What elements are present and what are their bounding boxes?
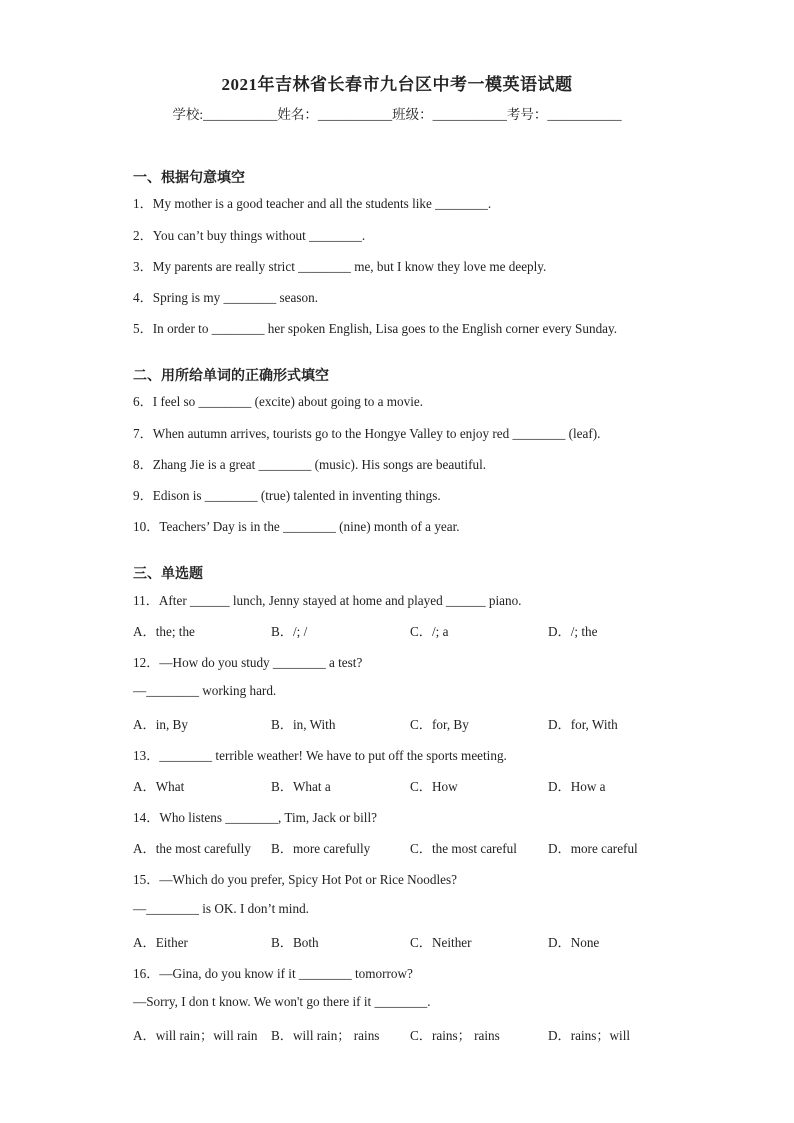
q16-option-d: D．rains；will bbox=[548, 1028, 631, 1043]
question-6: 6．I feel so ________ (excite) about going to a movie. bbox=[133, 394, 424, 409]
question-9: 9．Edison is ________ (true) talented in inventing things. bbox=[133, 488, 441, 503]
question-10: 10．Teachers’ Day is in the ________ (nine) month of a year. bbox=[133, 519, 460, 534]
q13-option-d: D．How a bbox=[548, 779, 606, 794]
q14-option-c: C．the most careful bbox=[410, 841, 517, 856]
q11-option-d: D．/; the bbox=[548, 624, 598, 639]
question-16: 16．—Gina, do you know if it ________ tomorrow? bbox=[133, 966, 413, 981]
q14-option-b: B．more carefully bbox=[271, 841, 371, 856]
section-2-heading: 二、用所给单词的正确形式填空 bbox=[133, 368, 329, 384]
q15-option-c: C．Neither bbox=[410, 935, 472, 950]
student-info-line: 学校:___________姓名：___________班级：___________考号：___________ bbox=[172, 107, 622, 122]
q12-option-a: A．in, By bbox=[133, 717, 188, 732]
question-7: 7．When autumn arrives, tourists go to the Hongye Valley to enjoy red ________ (leaf). bbox=[133, 426, 601, 441]
question-15-reply: —________ is OK. I don’t mind. bbox=[133, 901, 309, 916]
question-15: 15．—Which do you prefer, Spicy Hot Pot or Rice Noodles? bbox=[133, 872, 457, 887]
q15-option-b: B．Both bbox=[271, 935, 319, 950]
q12-option-b: B．in, With bbox=[271, 717, 336, 732]
question-2: 2．You can’t buy things without ________. bbox=[133, 228, 366, 243]
q11-option-a: A．the; the bbox=[133, 624, 195, 639]
page-title: 2021年吉林省长春市九台区中考一模英语试题 bbox=[221, 75, 573, 94]
question-1: 1．My mother is a good teacher and all the students like ________. bbox=[133, 196, 492, 211]
question-11: 11．After ______ lunch, Jenny stayed at home and played ______ piano. bbox=[133, 593, 522, 608]
q16-option-c: C．rains； rains bbox=[410, 1028, 500, 1043]
q13-option-b: B．What a bbox=[271, 779, 331, 794]
q15-option-d: D．None bbox=[548, 935, 600, 950]
q11-option-b: B．/; / bbox=[271, 624, 308, 639]
q14-option-d: D．more careful bbox=[548, 841, 638, 856]
q12-option-d: D．for, With bbox=[548, 717, 618, 732]
q14-option-a: A．the most carefully bbox=[133, 841, 251, 856]
q11-option-c: C．/; a bbox=[410, 624, 449, 639]
question-3: 3．My parents are really strict ________ me, but I know they love me deeply. bbox=[133, 259, 547, 274]
question-16-reply: —Sorry, I don t know. We won't go there if it ________. bbox=[133, 994, 431, 1009]
q13-option-c: C．How bbox=[410, 779, 458, 794]
question-13: 13．________ terrible weather! We have to put off the sports meeting. bbox=[133, 748, 507, 763]
question-4: 4．Spring is my ________ season. bbox=[133, 290, 318, 305]
q15-option-a: A．Either bbox=[133, 935, 188, 950]
question-12: 12．—How do you study ________ a test? bbox=[133, 655, 363, 670]
section-1-heading: 一、根据句意填空 bbox=[133, 170, 245, 186]
q16-option-b: B．will rain； rains bbox=[271, 1028, 380, 1043]
q13-option-a: A．What bbox=[133, 779, 185, 794]
question-14: 14．Who listens ________, Tim, Jack or bill? bbox=[133, 810, 377, 825]
question-8: 8．Zhang Jie is a great ________ (music). His songs are beautiful. bbox=[133, 457, 487, 472]
q16-option-a: A．will rain；will rain bbox=[133, 1028, 258, 1043]
question-12-reply: —________ working hard. bbox=[133, 683, 277, 698]
q12-option-c: C．for, By bbox=[410, 717, 469, 732]
question-5: 5．In order to ________ her spoken English, Lisa goes to the English corner every Sunday. bbox=[133, 321, 618, 336]
section-3-heading: 三、单选题 bbox=[133, 566, 203, 582]
